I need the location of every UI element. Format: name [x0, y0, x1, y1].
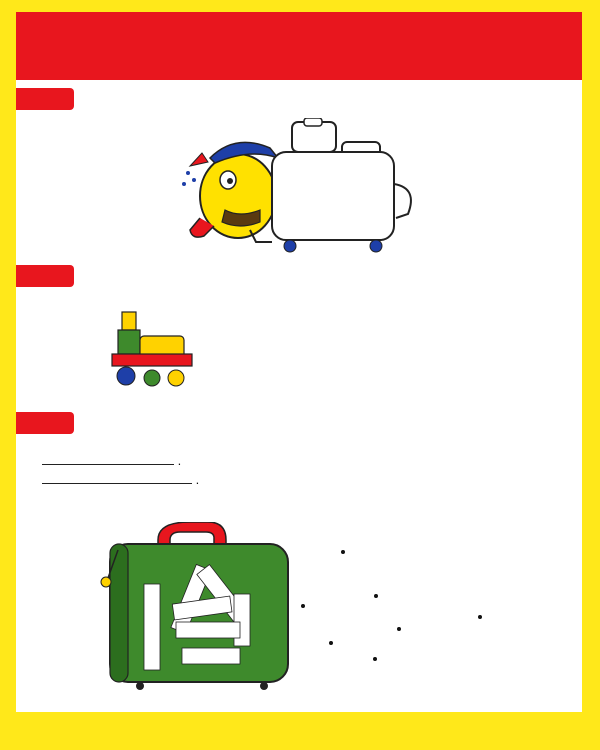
city-dot-uglich[interactable]	[329, 641, 333, 645]
task-1-number-tab	[16, 88, 74, 110]
sticker-vesyegonsk	[144, 584, 160, 670]
city-dot-kostroma[interactable]	[478, 615, 482, 619]
task-3-number-tab	[16, 412, 74, 434]
sticker-bezhetsk	[182, 648, 240, 664]
locomotive-icon	[112, 312, 192, 386]
suitcases-icon	[272, 118, 411, 252]
city-dot-vesyegonsk[interactable]	[341, 550, 345, 554]
city-dot-yaroslavl[interactable]	[397, 627, 401, 631]
korney-character-icon	[182, 142, 278, 242]
train-illustration	[108, 306, 492, 398]
answer-b-field[interactable]	[42, 472, 192, 484]
city-dot-rostov[interactable]	[373, 657, 377, 661]
task-1-illustration	[180, 118, 440, 258]
frame-right	[582, 0, 600, 750]
answer-a-field[interactable]	[42, 453, 174, 465]
green-suitcase-illustration	[96, 522, 296, 692]
task-3-question-a: .	[42, 451, 181, 470]
header-band	[16, 12, 582, 80]
city-dot-bezhetsk[interactable]	[301, 604, 305, 608]
city-dot-rybinsk[interactable]	[374, 594, 378, 598]
task-2-number-tab	[16, 265, 74, 287]
task-3-question-b: .	[42, 470, 199, 489]
sticker-kostroma	[176, 622, 240, 638]
frame-left	[0, 0, 16, 750]
frame-bottom	[0, 712, 600, 750]
frame-top	[0, 0, 600, 12]
